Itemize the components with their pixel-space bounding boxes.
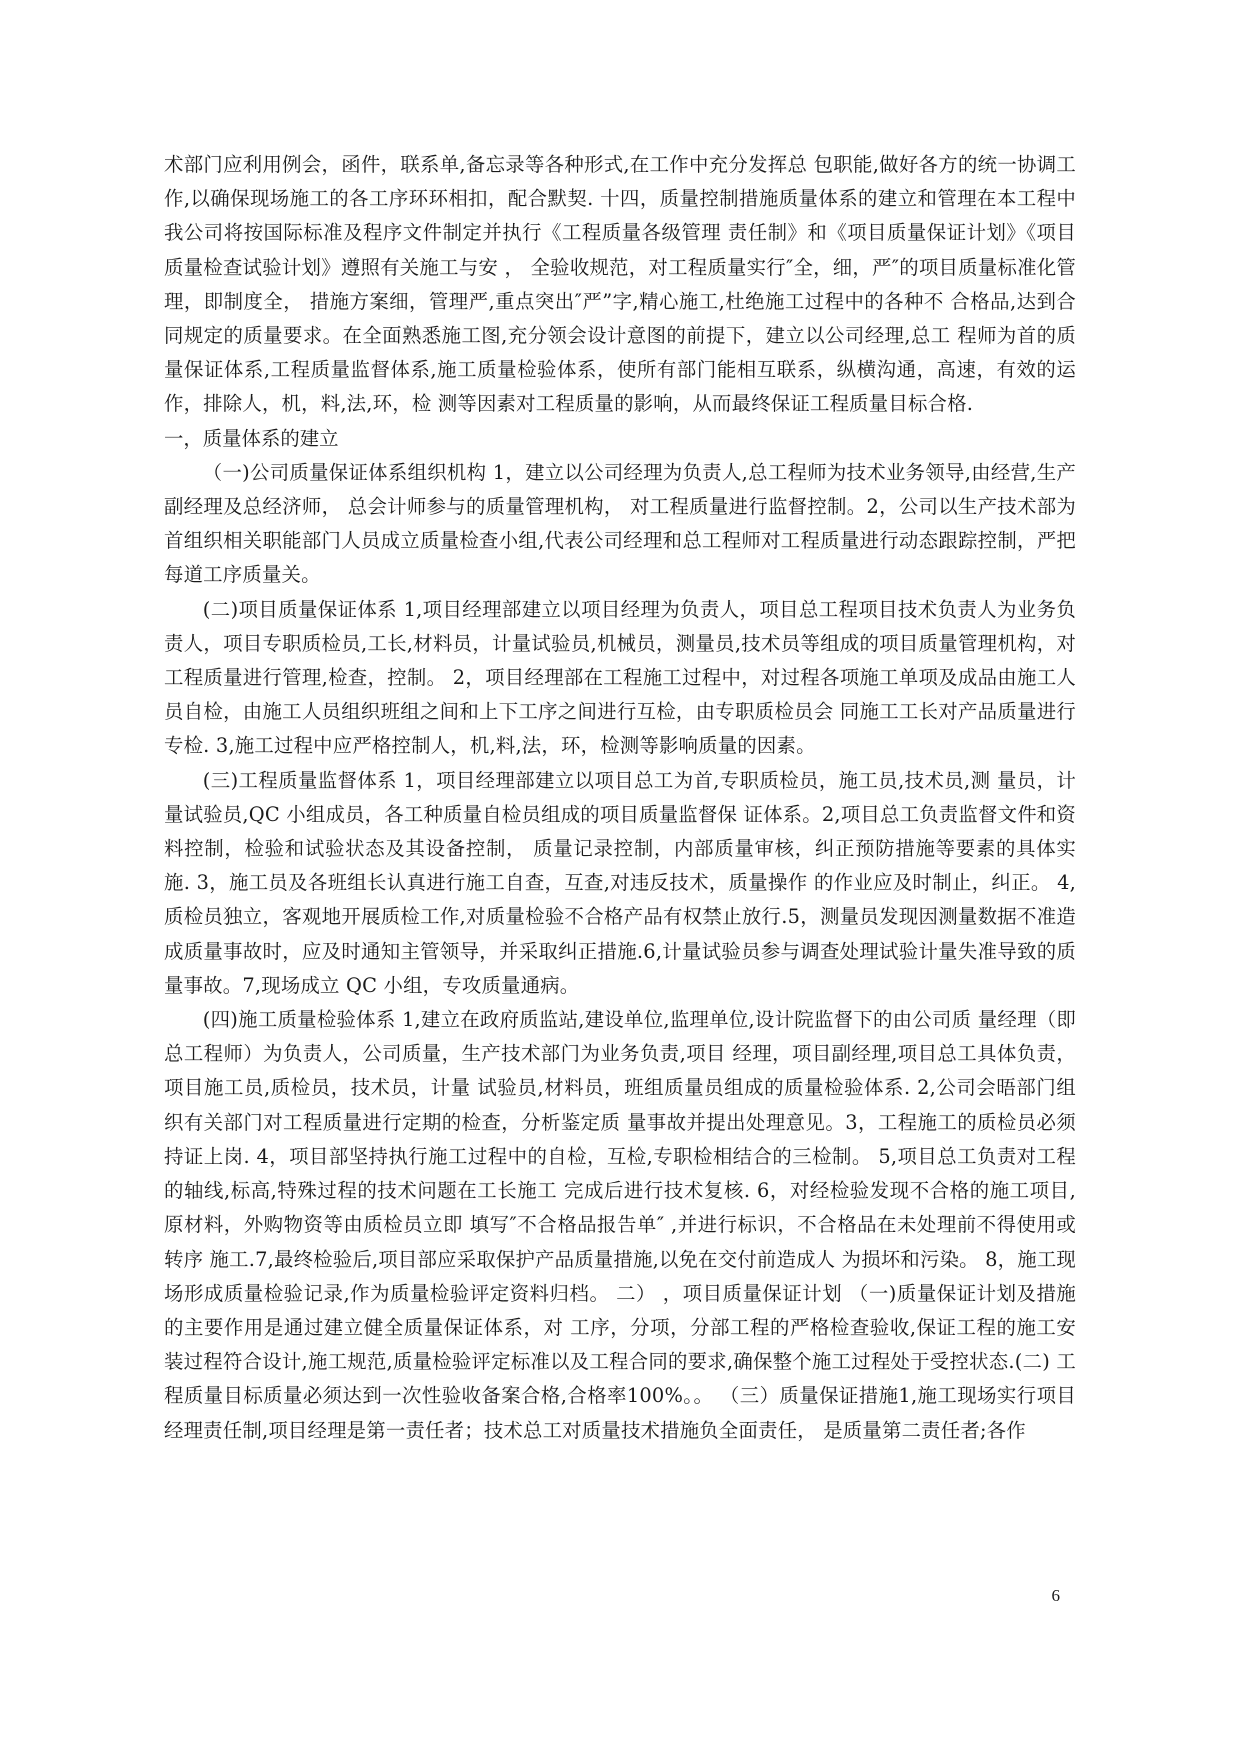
paragraph-project-quality-system: (二)项目质量保证体系 1,项目经理部建立以项目经理为负责人，项目总工程项目技术负责人为业务负责人，项目专职质检员,工长,材料员，计量试验员,机械员，测量员,技术员等组成的项目质量管理机构，对工程质量进行管理,检查，控制。 2，项目经理部在工程施工过程中，对过程各项施工单项及成品由施工人 员自检，由施工人员组织班组之间和上下工序之间进行互检，由专职质检员会 同施工工长对产品质量进行专检. 3,施工过程中应严格控制人，机,料,法，环，检测等影响质量的因素。 [164,597,1076,758]
paragraph-quality-supervision-system: (三)工程质量监督体系 1，项目经理部建立以项目总工为首,专职质检员，施工员,技术员,测 量员，计量试验员,QC 小组成员，各工种质量自检员组成的项目质量监督保 证体系。2,项目总工负责监督文件和资料控制，检验和试验状态及其设备控制， 质量记录控制，内部质量审核，纠正预防措施等要素的具体实施. 3，施工员及各班组长认真进行施工自查，互查,对违反技术，质量操作 的作业应及时制止，纠正。 4,质检员独立，客观地开展质检工作,对质量检验不合格产品有权禁止放行.5，测量员发现因测量数据不准造成质量事故时，应及时通知主管领导，并采取纠正措施.6,计量试验员参与调查处理试验计量失准导致的质量事故。7,现场成立 QC 小组，专攻质量通病。 [164,768,1076,997]
section-heading-quality-system: 一，质量体系的建立 [164,426,339,450]
page-number: 6 [1051,1586,1060,1605]
paragraph-quality-inspection-system: (四)施工质量检验体系 1,建立在政府质监站,建设单位,监理单位,设计院监督下的由公司质 量经理（即总工程师）为负责人，公司质量，生产技术部门为业务负责,项目 经理，项目副经理,项目总工具体负责，项目施工员,质检员，技术员，计量 试验员,材料员，班组质量员组成的质量检验体系. 2,公司会晤部门组织有关部门对工程质量进行定期的检查，分析鉴定质 量事故并提出处理意见。3，工程施工的质检员必须持证上岗. 4，项目部坚持执行施工过程中的自检，互检,专职检相结合的三检制。 5,项目总工负责对工程的轴线,标高,特殊过程的技术问题在工长施工 完成后进行技术复核. 6，对经检验发现不合格的施工项目,原材料，外购物资等由质检员立即 填写″不合格品报告单″ ,并进行标识，不合格品在未处理前不得使用或转序 施工.7,最终检验后,项目部应采取保护产品质量措施,以免在交付前造成人 为损坏和污染。 8，施工现场形成质量检验记录,作为质量检验评定资料归档。 二） ，项目质量保证计划 （一)质量保证计划及措施的主要作用是通过建立健全质量保证体系，对 工序，分项，分部工程的严格检查验收,保证工程的施工安装过程符合设计,施工规范,质量检验评定标准以及工程合同的要求,确保整个施工过程处于受控状态.(二) 工程质量目标质量必须达到一次性验收备案合格,合格率100%。。 （三）质量保证措施1,施工现场实行项目经理责任制,项目经理是第一责任者；技术总工对质量技术措施负全面责任， 是质量第二责任者;各作 [164,1008,1077,1442]
paragraph-company-quality-system: （一)公司质量保证体系组织机构 1，建立以公司经理为负责人,总工程师为技术业务领导,由经营,生产 副经理及总经济师， 总会计师参与的质量管理机构， 对工程质量进行监督控制。2，公司以生产技术部为首组织相关职能部门人员成立质量检查小组,代表公司经理和总工程师对工程质量进行动态跟踪控制，严把每道工序质量关。 [164,460,1076,587]
document-body [164,148,1076,1448]
paragraph-intro: 术部门应利用例会，函件，联系单,备忘录等各种形式,在工作中充分发挥总 包职能,做好各方的统一协调工作,以确保现场施工的各工序环环相扣，配合默契. 十四，质量控制措施质量体系的建立和管理在本工程中我公司将按国际标准及程序文件制定并执行《工程质量各级管理 责任制》和《项目质量保证计划》《项目质量检查试验计划》遵照有关施工与安 ， 全验收规范，对工程质量实行″全，细，严″的项目质量标准化管理，即制度全， 措施方案细，管理严,重点突出″严”字,精心施工,杜绝施工过程中的各种不 合格品,达到合同规定的质量要求。在全面熟悉施工图,充分领会设计意图的前提下，建立以公司经理,总工 程师为首的质量保证体系,工程质量监督体系,施工质量检验体系，使所有部门能相互联系，纵横沟通，高速，有效的运作，排除人，机，料,法,环，检 测等因素对工程质量的影响，从而最终保证工程质量目标合格. [164,153,1076,416]
